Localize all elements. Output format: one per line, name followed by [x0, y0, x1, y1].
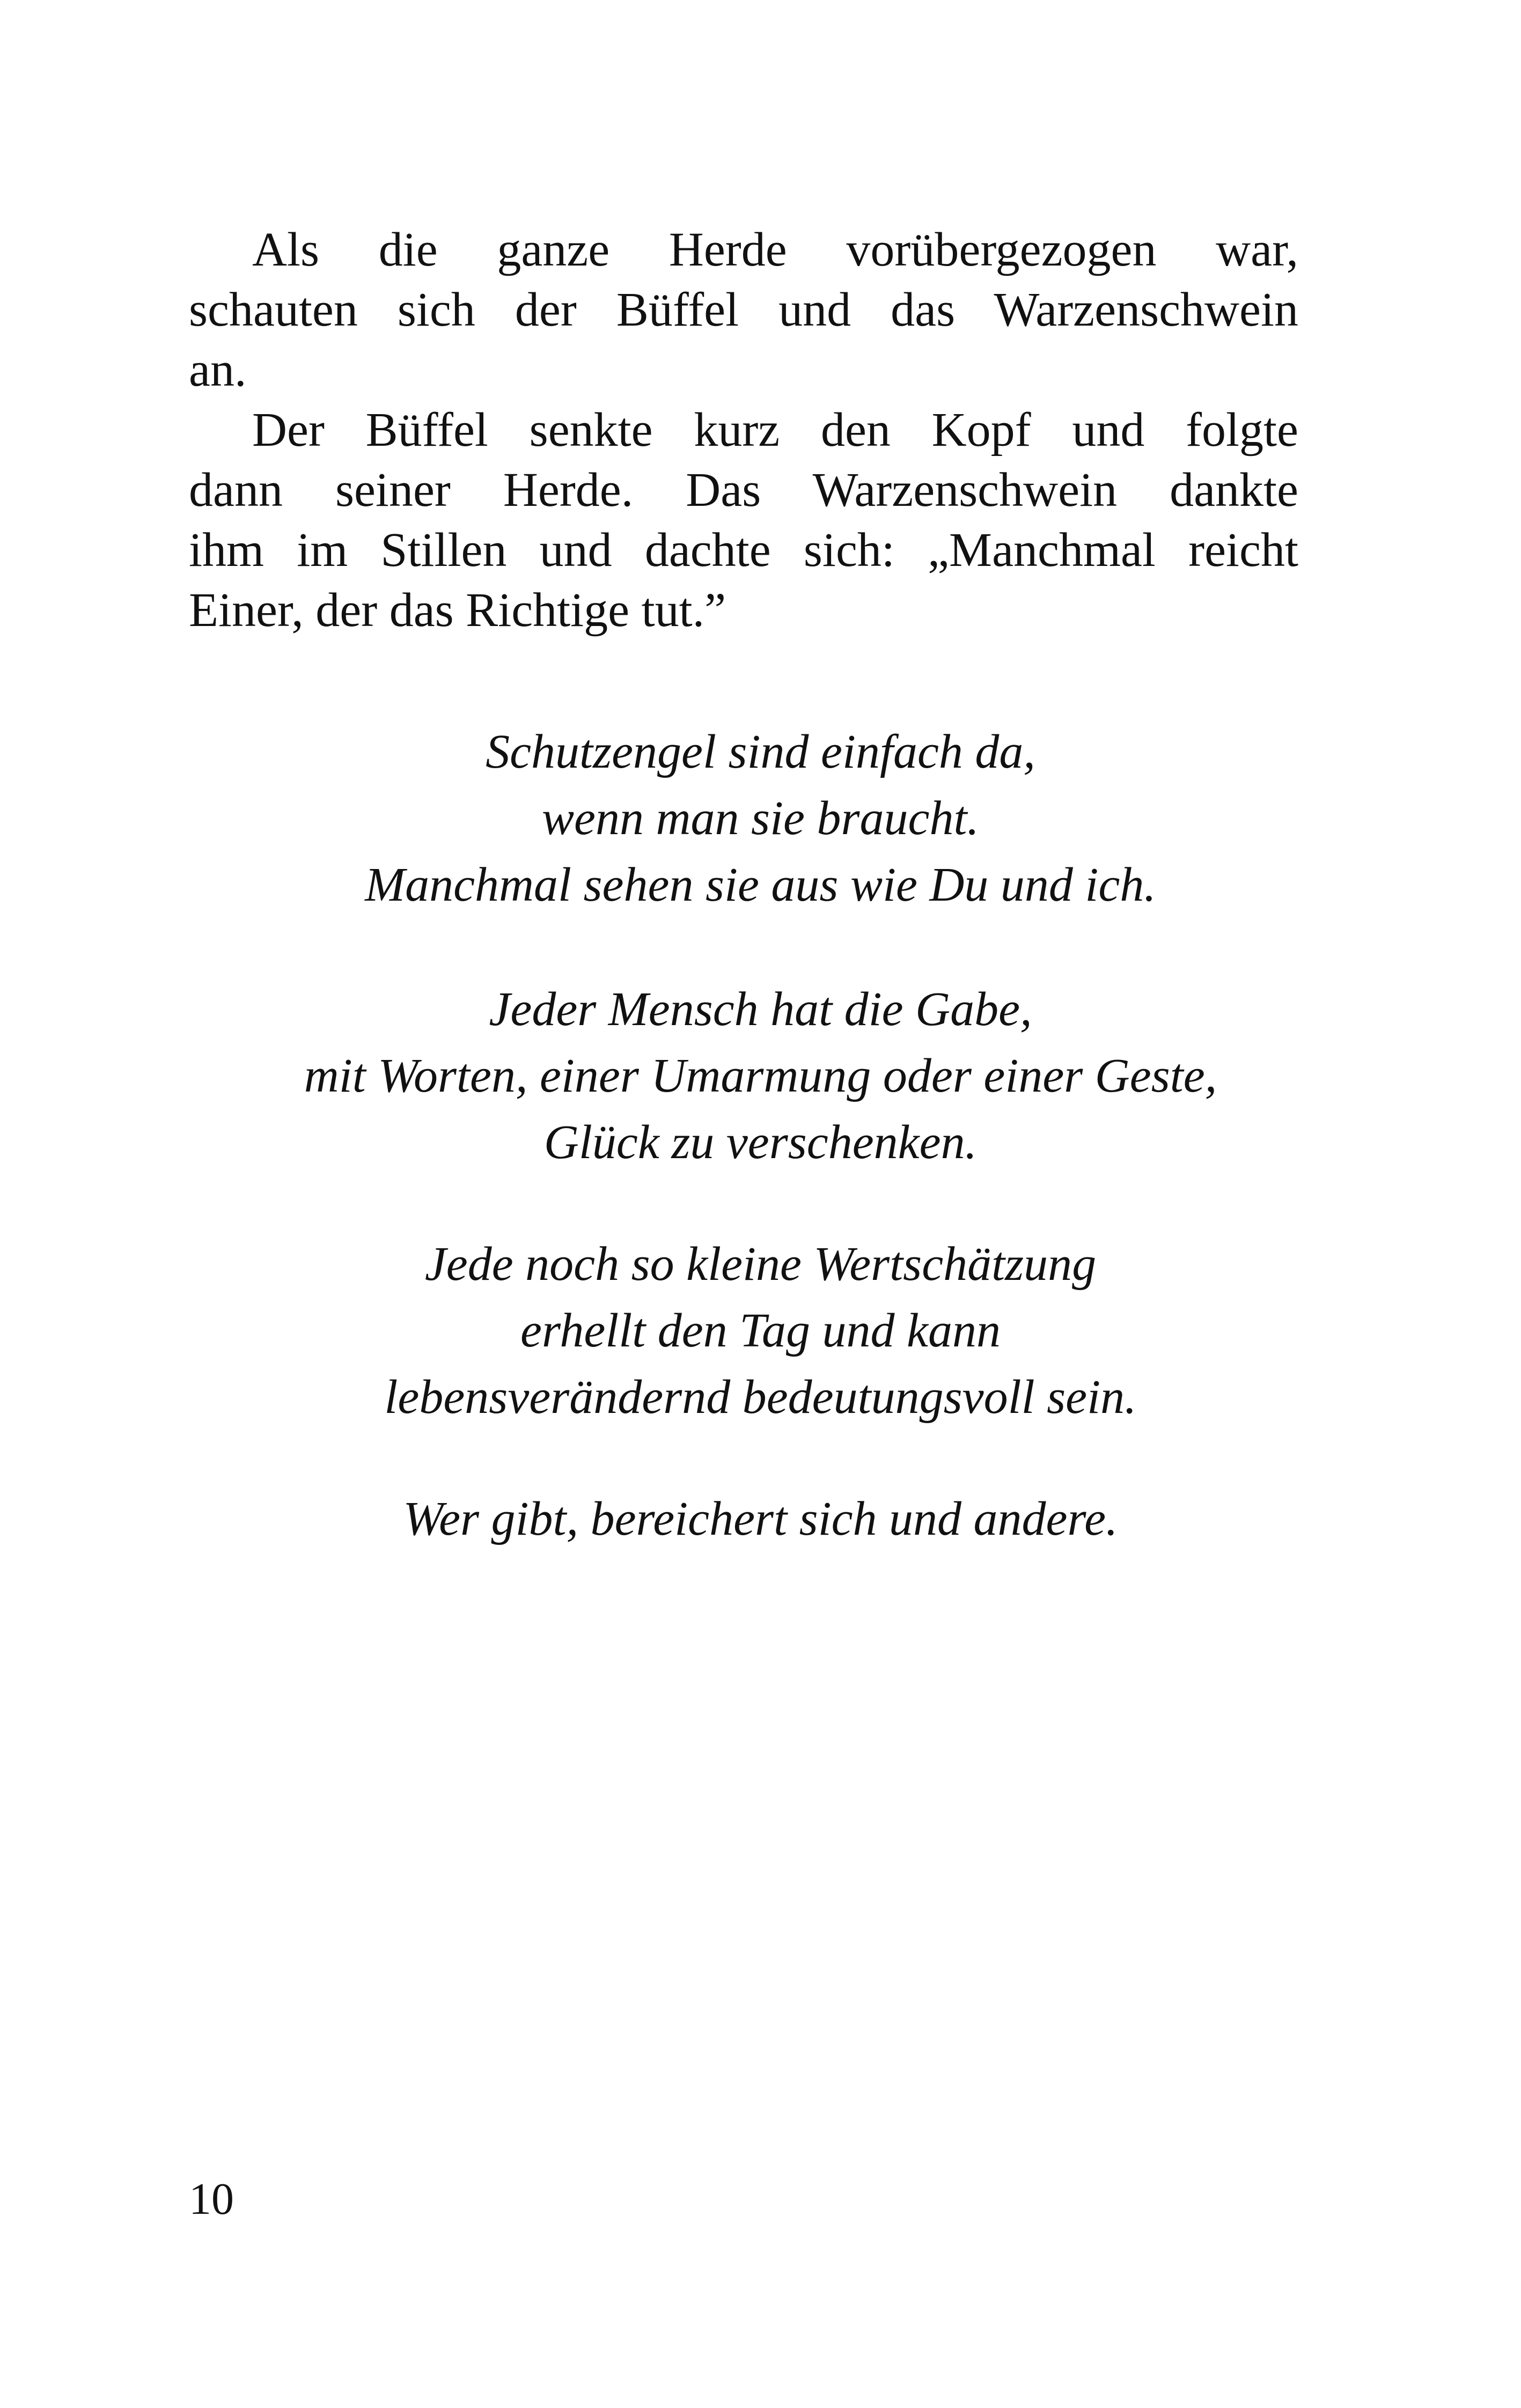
verse-stanza-4 — [0, 1486, 1521, 1552]
verse-stanza-2 — [0, 976, 1521, 1176]
verse-line: mit Worten, einer Umarmung oder einer Geste, — [304, 1049, 1217, 1102]
verse-line: Wer gibt, bereichert sich und andere. — [403, 1492, 1118, 1545]
paragraph-line: an. — [189, 343, 247, 396]
paragraph-line: dann seiner Herde. Das Warzenschwein dankte — [189, 463, 1298, 517]
prose-block — [189, 220, 1298, 640]
verse-line: Glück zu verschenken. — [543, 1116, 978, 1169]
paragraph-line: schauten sich der Büffel und das Warzenschwein — [189, 283, 1298, 336]
verse-line: Jede noch so kleine Wertschätzung — [424, 1238, 1097, 1291]
paragraph-line: Als die ganze Herde vorübergezogen war, — [252, 223, 1298, 276]
paragraph-line: ihm im Stillen und dachte sich: „Manchmal reicht — [189, 524, 1298, 577]
verse-line: wenn man sie braucht. — [542, 792, 979, 845]
page-number: 10 — [189, 2174, 234, 2224]
verse-line: Schutzengel sind einfach da, — [486, 725, 1035, 778]
verse-stanza-1 — [0, 719, 1521, 918]
verse-line: Jeder Mensch hat die Gabe, — [489, 983, 1032, 1036]
verse-line: erhellt den Tag und kann — [520, 1304, 1001, 1357]
paragraph-2 — [189, 400, 1298, 640]
verse-line: Manchmal sehen sie aus wie Du und ich. — [365, 858, 1156, 911]
paragraph-1 — [189, 220, 1298, 400]
paragraph-line: Der Büffel senkte kurz den Kopf und folgte — [252, 403, 1298, 456]
paragraph-line: Einer, der das Richtige tut.” — [189, 584, 726, 637]
verse-stanza-3 — [0, 1231, 1521, 1431]
verse-line: lebensverändernd bedeutungsvoll sein. — [384, 1371, 1137, 1424]
